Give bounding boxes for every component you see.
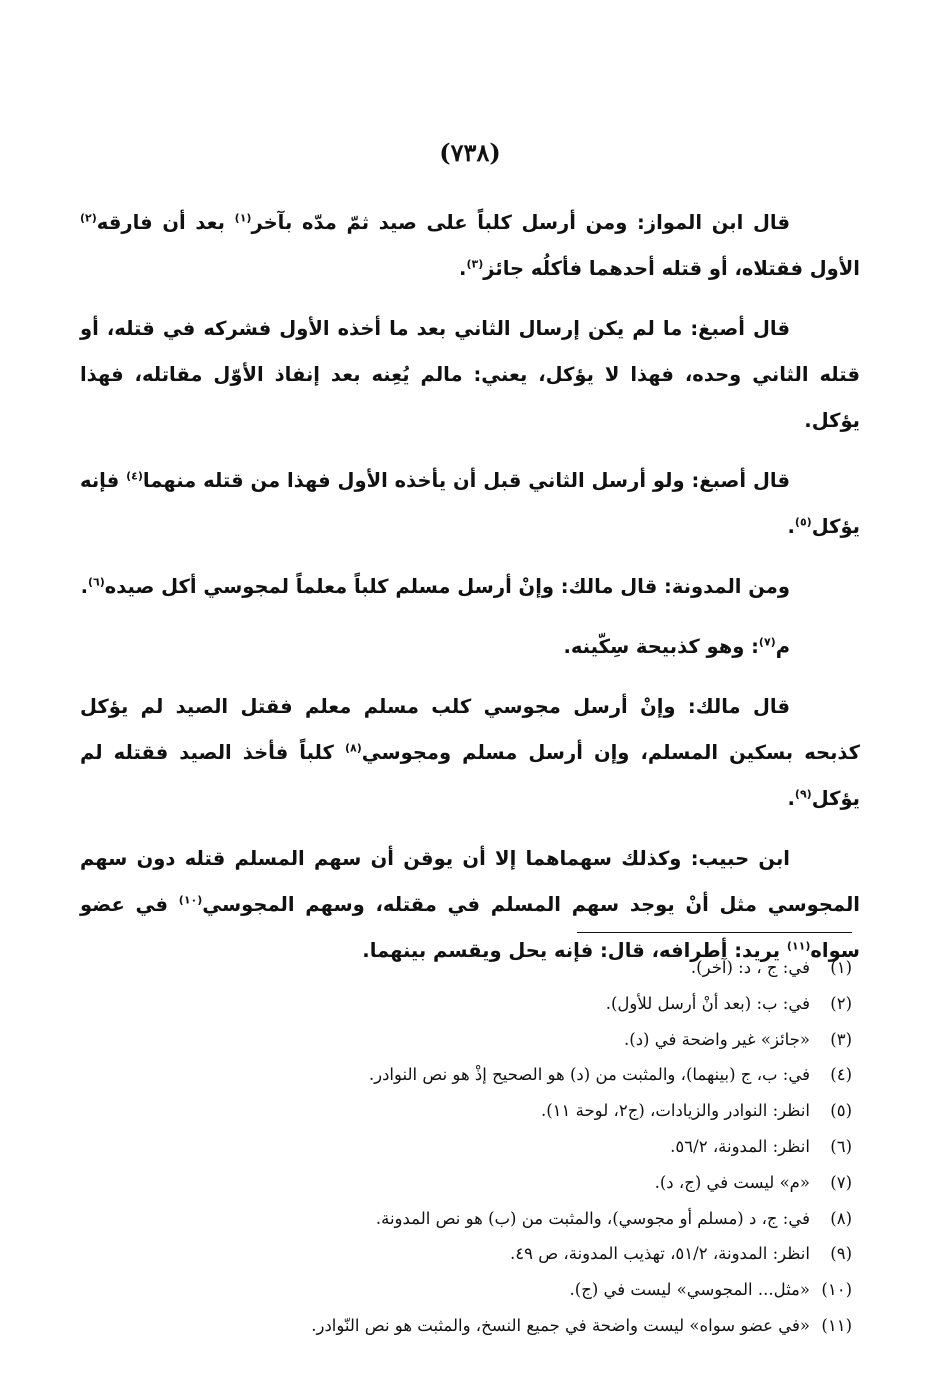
paragraph-text: . [80,575,88,598]
footnote-marker: (٦) [87,575,105,589]
footnote-number: (١١) [821,1315,852,1335]
paragraph [80,684,860,822]
paragraph [80,200,860,292]
footnote-text: في: ج، د (مسلم أو مجوسي)، والمثبت من (ب) هو نص المدونة. [375,1208,810,1228]
footnote-item [150,1057,852,1093]
paragraph [80,564,860,610]
footnote-marker: (٣) [466,257,484,271]
paragraph-text: كلباً فأخذ الصيد فقتله لم يؤكل [80,741,860,810]
paragraph [80,624,860,670]
footnote-number: (٣) [830,1029,852,1049]
paragraph-text: قال ابن المواز: ومن أرسل كلباً على صيد ثمّ مدّه بآخر [251,211,790,234]
footnote-text: «م» ليست في (ج، د). [654,1172,810,1192]
footnote-item [150,1236,852,1272]
footnote-marker: (٥) [794,515,812,529]
footnote-item [150,1022,852,1058]
paragraph-text: يريد: أطرافه، قال: فإنه يحل ويقسم بينهما. [362,939,787,962]
footnote-separator [577,932,852,933]
paragraph-text: قال أصبغ: ما لم يكن إرسال الثاني بعد ما أخذه الأول فشركه في قتله، أو قتله الثاني وحده، فهذا لا يؤكل، يعني: مالم يُعِنه بعد إنفاذ الأوّل مقاتله، فهذا يؤكل. [80,317,860,432]
paragraph-text: فإنه يؤكل [80,469,860,538]
footnote-text: «جائز» غير واضحة في (د). [624,1029,810,1049]
footnote-item [150,1093,852,1129]
footnote-marker: (٢) [80,211,97,225]
footnote-number: (٦) [830,1136,852,1156]
footnote-text: انظر: النوادر والزيادات، (ج٢، لوحة ١١). [540,1101,810,1121]
footnote-text: «في عضو سواه» ليست واضحة في جميع النسخ، والمثبت هو نص النّوادر. [311,1315,810,1335]
footnote-text: انظر: المدونة، ٥٦/٢. [670,1136,810,1156]
footnote-number: (٨) [830,1208,852,1228]
paragraph-text: ابن حبيب: وكذلك سهماهما إلا أن يوقن أن سهم المسلم قتله دون سهم المجوسي مثل أنْ يوجد سهم المسلم في مقتله، وسهم المجوسي [80,847,860,916]
footnote-number: (٩) [830,1244,852,1264]
paragraph-text: م [775,635,790,658]
footnote-text: انظر: المدونة، ٥١/٢، تهذيب المدونة، ص ٤٩. [509,1244,810,1264]
footnote-item [150,1165,852,1201]
paragraph-text: بعد أن فارقه [96,211,235,234]
footnote-marker: (١) [234,211,252,225]
paragraph-text: الأول فقتلاه، أو قتله أحدهما فأكلُه جائز [483,257,860,280]
footnote-marker: (١٠) [178,893,203,907]
footnote-item [150,1308,852,1344]
paragraph [80,306,860,444]
paragraph-text: ومن المدونة: قال مالك: وإنْ أرسل مسلم كلباً معلماً لمجوسي أكل صيده [104,575,790,598]
footnote-item [150,1129,852,1165]
footnote-number: (١) [830,958,852,977]
paragraph-text: قال مالك: وإنْ أرسل مجوسي كلب مسلم معلم فقتل الصيد لم يؤكل كذبحه بسكين المسلم، وإن أرسل مسلم ومجوسي [80,695,860,764]
footnote-marker: (٩) [794,787,812,801]
footnote-text: في: ب: (بعد أنْ أرسل للأول). [605,993,810,1013]
footnote-item [150,950,852,986]
footnote-text: «مثل... المجوسي» ليست في (ج). [569,1280,810,1300]
footnote-number: (١٠) [821,1280,852,1300]
footnote-item [150,986,852,1022]
footnote-marker: (٤) [126,469,143,483]
paragraph [80,458,860,550]
footnote-number: (٥) [830,1101,852,1121]
footnote-number: (٢) [830,993,852,1013]
footnote-number: (٤) [830,1065,852,1085]
main-text [80,200,860,988]
footnote-item [150,1272,852,1308]
footnote-number: (٧) [830,1172,852,1192]
page-number: (٧٣٨) [439,138,501,167]
paragraph-text: : وهو كذبيحة سِكّينه. [563,635,759,658]
paragraph-text: في عضو سواه [80,893,860,962]
footnote-marker: (١١) [786,939,811,953]
footnote-text: في: ب، ج (بينهما)، والمثبت من (د) هو الصحيح إذْ هو نص النوادر. [368,1065,810,1085]
footnotes-list [150,950,852,1344]
footnote-marker: (٨) [344,741,362,755]
paragraph-text: . [787,515,795,538]
paragraph-text: . [459,257,467,280]
paragraph-text: . [787,787,795,810]
footnote-item [150,1201,852,1237]
paragraph-text: قال أصبغ: ولو أرسل الثاني قبل أن يأخذه الأول فهذا من قتله منهما [142,469,790,492]
footnote-text: في: ج ، د: (آخر). [690,958,810,977]
footnote-marker: (٧) [758,635,776,649]
